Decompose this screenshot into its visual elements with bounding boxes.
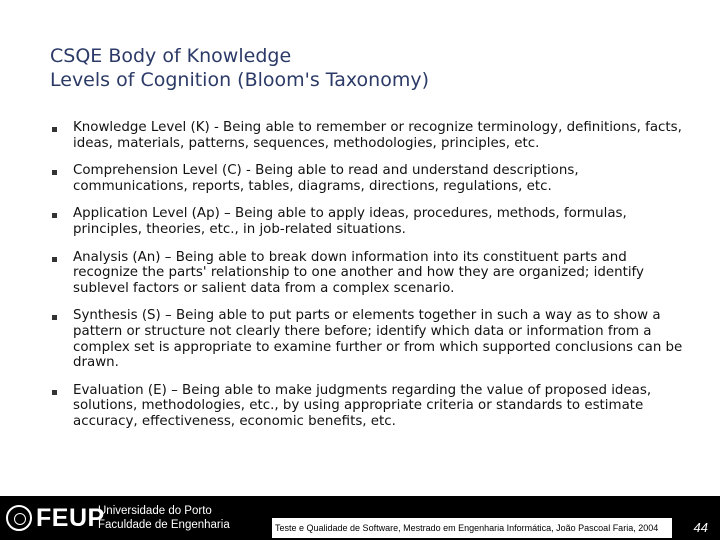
faculty-name: Faculdade de Engenharia [98,519,230,531]
bullet-keyword: Knowledge Level (K) - [73,120,219,135]
bullet-text: – Being able to put parts or elements together in such a way as to show a pattern or structure not clearly there before; identify which data or information from a complex set is appropriate to examine further or from which supported conclusions can be drawn. [73,308,683,371]
bullet-text: Being able to remember or recognize terminology, definitions, facts, ideas, materials, patterns, sequences, methodologies, principles, etc. [73,120,682,151]
bullet-item [52,308,692,370]
bullet-item [52,120,692,151]
bullet-keyword: Evaluation (E) [73,382,167,398]
slide-title [50,44,690,92]
university-name: Universidade do Porto [98,505,212,517]
bullet-item [52,250,692,297]
title-line-2: Levels of Cognition (Bloom's Taxonomy) [50,69,430,91]
bullet-keyword: Application Level (Ap) [73,206,220,222]
bullet-keyword: Synthesis (S) [73,308,161,324]
bullet-square-icon [52,170,57,175]
bullet-square-icon [52,390,57,395]
bullet-text: – Being able to break down information into its constituent parts and recognize the parts' relationship to one another and how they are organized; identify sublevel factors or salient data from a complex scenario. [73,249,644,296]
bullet-text: – Being able to apply ideas, procedures, methods, formulas, principles, theories, etc., in job-related situations. [73,206,627,237]
footer-course-text: Teste e Qualidade de Software, Mestrado em Engenharia Informática, João Pascoal Faria, 2004 [272,518,672,538]
footer-bar [0,496,720,540]
bullet-text: – Being able to make judgments regarding the value of proposed ideas, solutions, methodologies, etc., by using appropriate criteria or standards to estimate accuracy, effectiveness, economic benefits, etc. [73,382,652,429]
bullet-item [52,383,692,430]
feup-logo-text: FEUP [36,504,105,532]
bullet-keyword: Analysis (An) [73,249,161,265]
bullet-list [52,120,692,430]
bullet-keyword: Comprehension Level (C) - [73,163,251,179]
page-number: 44 [693,520,708,535]
title-line-1: CSQE Body of Knowledge [50,45,292,67]
bullet-square-icon [52,213,57,218]
bullet-square-icon [52,257,57,262]
university-seal-icon [6,505,32,531]
bullet-item [52,163,692,194]
bullet-text: Being able to read and understand descriptions, communications, reports, tables, diagrams, directions, regulations, etc. [73,163,579,194]
bullet-square-icon [52,127,57,132]
bullet-square-icon [52,315,57,320]
institution-name [98,504,230,532]
bullet-item [52,206,692,237]
